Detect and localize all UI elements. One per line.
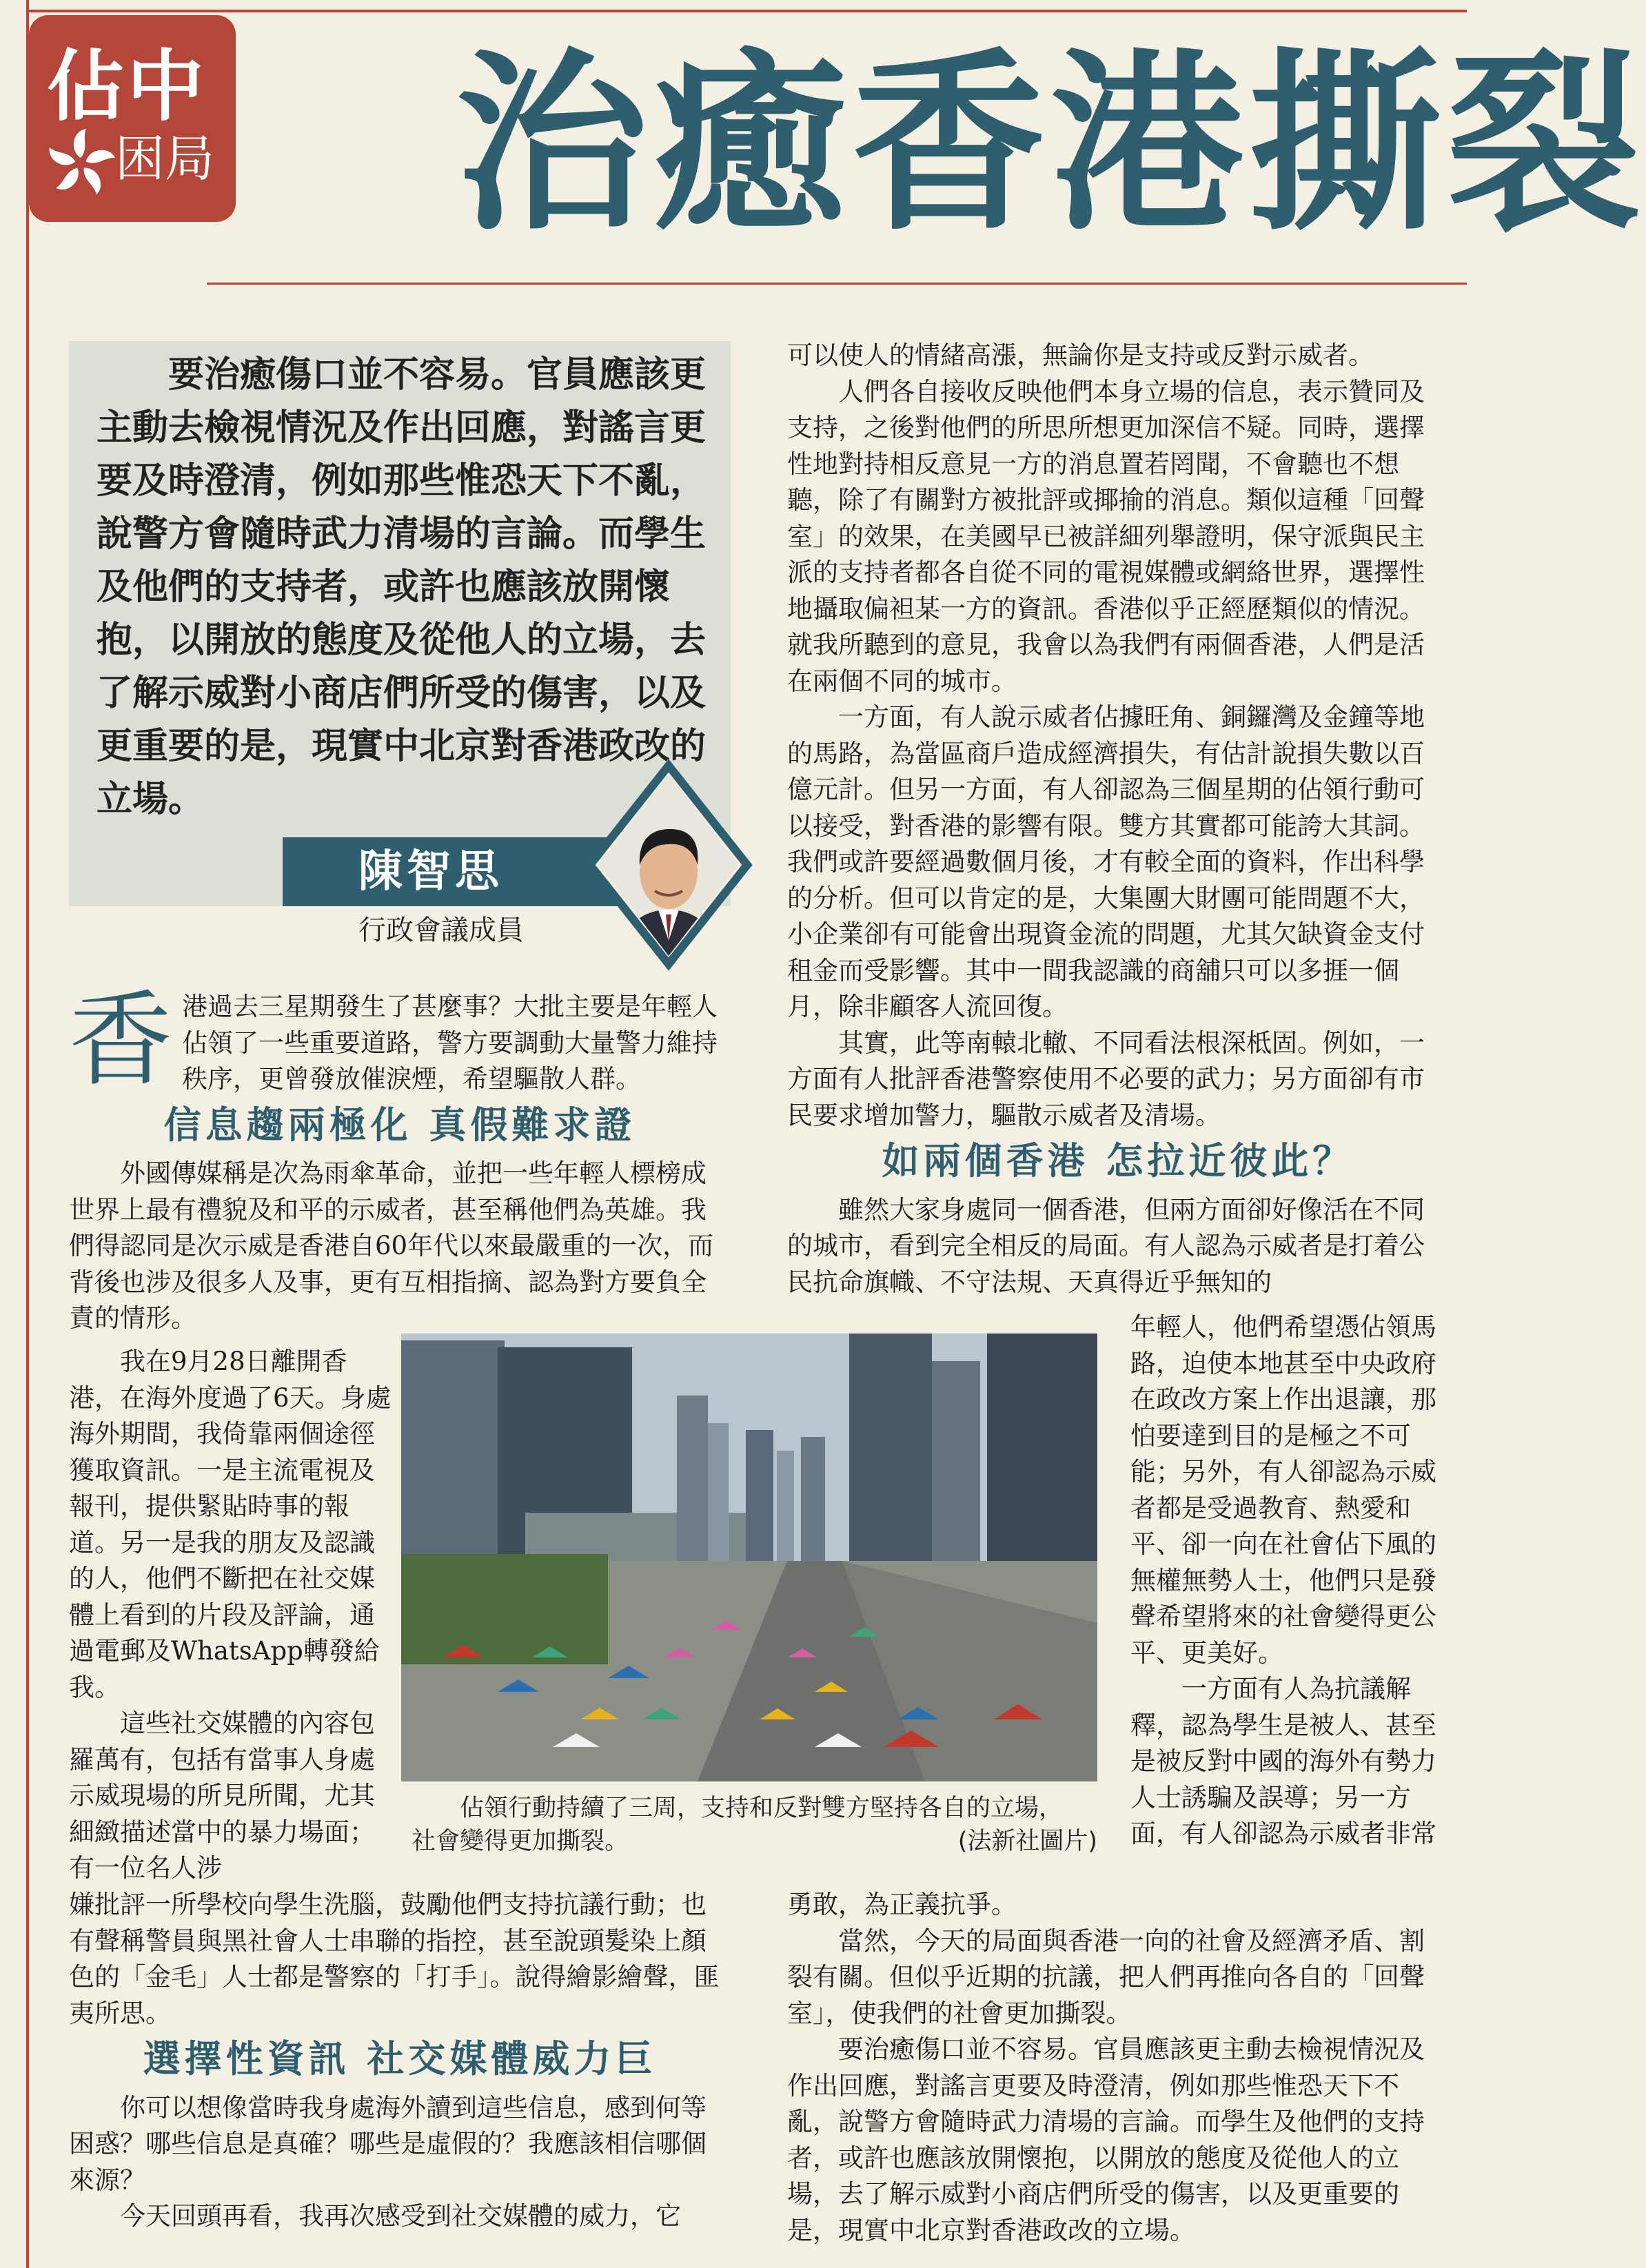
paragraph: 你可以想像當時我身處海外讀到這些信息，感到何等困惑？哪些信息是真確？哪些是虛假的？我應該相信哪個來源？ <box>69 2092 707 2195</box>
caption-line-2: 社會變得更加撕裂。 <box>412 1828 629 1855</box>
subheading: 信息趨兩極化 真假難求證 <box>163 1103 636 1147</box>
pull-quote-text: 要治癒傷口並不容易。官員應該更主動去檢視情況及作出回應，對謠言更要及時澄清，例如那些惟恐天下不亂，說警方會隨時武力清場的言論。而學生及他們的支持者，或許也應該放開懷抱，以開放的態度及從他人的立場，去了解示威對小商店們所受的傷害，以及更重要的是，現實中北京對香港政改的立場。 <box>96 354 707 820</box>
subheading: 選擇性資訊 社交媒體威力巨 <box>143 2037 657 2081</box>
paragraph: 當然，今天的局面與香港一向的社會及經濟矛盾、割裂有關。但似乎近期的抗議，把人們再推向各自的「回聲室」，使我們的社會更加撕裂。 <box>787 1925 1425 2028</box>
article-column-left-bottom <box>69 1887 731 2235</box>
paragraph: 外國傳媒稱是次為雨傘革命，並把一些年輕人標榜成世界上最有禮貌及和平的示威者，甚至稱他們為英雄。我們得認同是次示威是香港自60年代以來最嚴重的一次，而背後也涉及很多人及事，更有互相指摘、認為對方要負全責的情形。 <box>69 1158 714 1333</box>
paragraph: 嫌批評一所學校向學生洗腦，鼓勵他們支持抗議行動；也有聲稱警員與黑社會人士串聯的指控，甚至說頭髮染上顏色的「金毛」人士都是警察的「打手」。說得繪影繪聲，匪夷所思。 <box>69 1890 720 2028</box>
paragraph: 其實，此等南轅北轍、不同看法根深柢固。例如，一方面有人批評香港警察使用不必要的武力；另方面卻有市民要求增加警力，驅散示威者及清場。 <box>787 1028 1425 1130</box>
subheading: 如兩個香港 怎拉近彼此？ <box>882 1139 1354 1183</box>
author-name: 陳智思 <box>283 837 641 906</box>
section-tag <box>29 15 236 222</box>
paragraph: 這些社交媒體的內容包羅萬有，包括有當事人身處示威現場的所見所聞，尤其細緻描述當中的暴力場面；有一位名人涉 <box>69 1708 375 1883</box>
dropcap: 香 <box>69 981 173 1101</box>
bauhinia-icon <box>43 125 119 201</box>
paragraph: 今天回頭再看，我再次感受到社交媒體的威力，它 <box>120 2201 681 2231</box>
section-title: 佔中 <box>47 42 207 132</box>
author-portrait <box>586 762 751 968</box>
paragraph: 人們各自接收反映他們本身立場的信息，表示贊同及支持，之後對他們的所思所想更加深信不疑。同時，選擇性地對持相反意見一方的消息置若罔聞，不會聽也不想聽，除了有關對方被批評或揶揄的消息。類似這種「回聲室」的效果，在美國早已被詳細列舉證明，保守派與民主派的支持者都各自從不同的電視媒體或網絡世界，選擇性地攝取偏袒某一方的資訊。香港似乎正經歷類似的情況。就我所聽到的意見，我會以為我們有兩個香港，人們是活在兩個不同的城市。 <box>787 376 1425 696</box>
paragraph: 勇敢，為正義抗爭。 <box>787 1890 1017 1919</box>
protest-photo <box>401 1334 1097 1781</box>
paragraph: 要治癒傷口並不容易。官員應該更主動去檢視情況及作出回應，對謠言更要及時澄清，例如那些惟恐天下不亂，說警方會隨時武力清場的言論。而學生及他們的支持者，或許也應該放開懷抱，以開放的態度及從他人的立場，去了解示威對小商店們所受的傷害，以及更重要的是，現實中北京對香港政改的立場。 <box>787 2034 1425 2245</box>
paragraph: 年輕人，他們希望憑佔領馬路，迫使本地甚至中央政府在政改方案上作出退讓，那怕要達到目的是極之不可能；另外，有人卻認為示威者都是受過教育、熱愛和平、卻一向在社會佔下風的無權無勢人士，他們只是發聲希望將來的社會變得更公平、更美好。 <box>1130 1312 1436 1668</box>
article-column-left-top <box>69 981 731 1337</box>
author-title: 行政會議成員 <box>358 915 524 946</box>
article-column-right-top <box>787 338 1449 1300</box>
paragraph: 我在9月28日離開香港，在海外度過了6天。身處海外期間，我倚靠兩個途徑獲取資訊。一是主流電視及報刊，提供緊貼時事的報道。另一是我的朋友及認識的人，他們不斷把在社交媒體上看到的片段及評論，通過電郵及WhatsApp轉發給我。 <box>69 1347 392 1702</box>
pull-quote <box>96 348 717 826</box>
photo-caption <box>401 1792 1097 1858</box>
paragraph: 可以使人的情緒高漲，無論你是支持或反對示威者。 <box>787 340 1374 370</box>
article-column-right-bottom <box>787 1887 1449 2249</box>
paragraph: 一方面，有人說示威者佔據旺角、銅鑼灣及金鐘等地的馬路，為當區商戶造成經濟損失，有估計說損失數以百億元計。但另一方面，有人卻認為三個星期的佔領行動可以接受，對香港的影響有限。雙方其實都可能誇大其詞。我們或許要經過數個月後，才有較全面的資料，作出科學的分析。但可以肯定的是，大集團大財團可能問題不大，小企業卻有可能會出現資金流的問題，尤其欠缺資金支付租金而受影響。其中一間我認識的商舖只可以多捱一個月，除非顧客人流回復。 <box>787 702 1425 1021</box>
section-subtitle: 困局 <box>115 130 215 187</box>
headline: 治癒香港撕裂 <box>455 32 1646 257</box>
paragraph: 港過去三星期發生了甚麼事？大批主要是年輕人佔領了一些重要道路，警方要調動大量警力維持秩序，更曾發放催淚煙，希望驅散人群。 <box>182 992 718 1094</box>
paragraph: 雖然大家身處同一個香港，但兩方面卻好像活在不同的城市，看到完全相反的局面。有人認為示威者是打着公民抗命旗幟、不守法規、天真得近乎無知的 <box>787 1194 1425 1297</box>
paragraph: 一方面有人為抗議解釋，認為學生是被人、甚至是被反對中國的海外有勢力人士誘騙及誤導；另一方面，有人卻認為示威者非常 <box>1130 1674 1436 1848</box>
article-column-right-narrow <box>1130 1309 1451 1852</box>
headline-rule <box>207 283 1467 285</box>
photo-credit: (法新社圖片) <box>957 1828 1097 1855</box>
caption-line-1: 佔領行動持續了三周，支持和反對雙方堅持各自的立場， <box>460 1795 1064 1822</box>
article-column-left-narrow <box>69 1344 393 1887</box>
top-rule <box>26 10 1467 12</box>
